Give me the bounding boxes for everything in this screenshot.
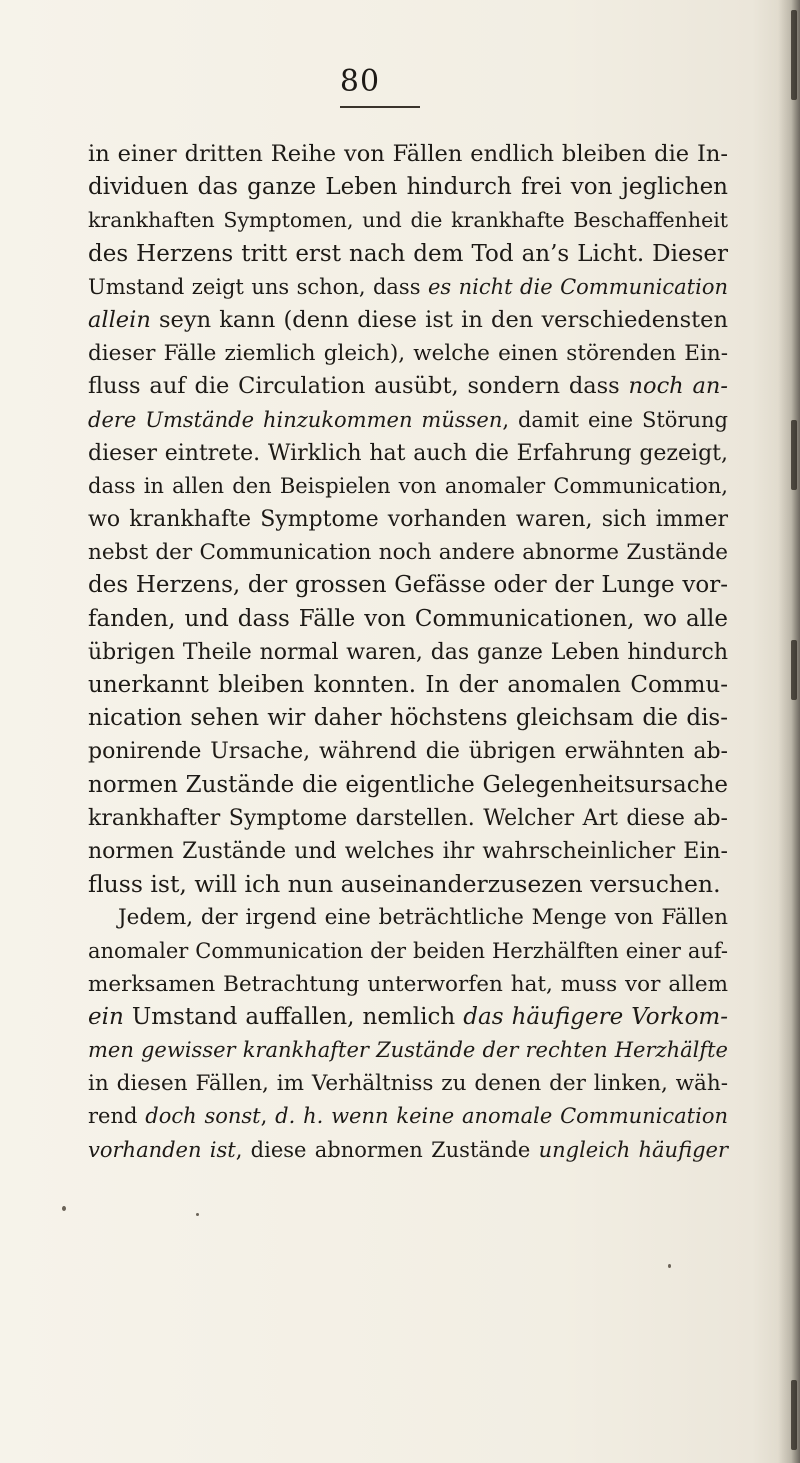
page-number-rule bbox=[340, 106, 420, 108]
text-line: vorhanden ist, diese abnormen Zustände ungleich häufiger bbox=[88, 1137, 728, 1162]
text-line: in einer dritten Reihe von Fällen endlich bleiben die In- bbox=[88, 141, 728, 167]
page-edge-mark bbox=[791, 1380, 797, 1450]
text-line: fluss ist, will ich nun auseinanderzusezen versuchen. bbox=[88, 870, 721, 899]
text-line: ein Umstand auffallen, nemlich das häufigere Vorkom- bbox=[88, 1003, 728, 1030]
emphasis: das häufigere Vorkom- bbox=[463, 1003, 728, 1030]
text-line: des Herzens, der grossen Gefässe oder der Lunge vor- bbox=[88, 572, 728, 599]
text-line: des Herzens tritt erst nach dem Tod an’s Licht. Dieser bbox=[88, 240, 728, 267]
text-line: ponirende Ursache, während die übrigen erwähnten ab- bbox=[88, 739, 728, 765]
paper-speck bbox=[196, 1213, 199, 1216]
text-line: dere Umstände hinzukommen müssen, damit eine Störung bbox=[88, 407, 728, 432]
text-line: Jedem, der irgend eine beträchtliche Menge von Fällen bbox=[118, 905, 728, 931]
page-number: 80 bbox=[339, 64, 381, 99]
emphasis: men gewisser krankhafter Zustände der rechten Herzhälfte bbox=[88, 1038, 728, 1063]
emphasis: ungleich häufiger bbox=[538, 1137, 728, 1162]
emphasis: allein bbox=[88, 306, 151, 333]
text-line: nication sehen wir daher höchstens gleichsam die dis- bbox=[88, 705, 728, 732]
text-line: normen Zustände die eigentliche Gelegenheitsursache bbox=[88, 771, 728, 798]
text-line: normen Zustände und welches ihr wahrscheinlicher Ein- bbox=[88, 838, 728, 864]
text-line: fanden, und dass Fälle von Communicationen, wo alle bbox=[88, 605, 728, 632]
text-line: nebst der Communication noch andere abnorme Zustände bbox=[88, 540, 728, 566]
text-line: merksamen Betrachtung unterworfen hat, muss vor allem bbox=[88, 971, 728, 997]
text-line: fluss auf die Circulation ausübt, sondern dass noch an- bbox=[88, 373, 728, 400]
text-line: dieser Fälle ziemlich gleich), welche einen störenden Ein- bbox=[88, 341, 728, 367]
emphasis: vorhanden ist bbox=[88, 1137, 236, 1162]
text-line: Umstand zeigt uns schon, dass es nicht die Communication bbox=[88, 274, 728, 299]
text-line: in diesen Fällen, im Verhältniss zu denen der linken, wäh- bbox=[88, 1071, 728, 1097]
emphasis: dere Umstände hinzukommen müssen bbox=[88, 407, 503, 432]
emphasis: noch an- bbox=[628, 373, 728, 400]
emphasis: d. h. wenn keine anomale Communication bbox=[275, 1104, 728, 1129]
page-edge-mark bbox=[791, 420, 797, 490]
text-line: übrigen Theile normal waren, das ganze Leben hindurch bbox=[88, 639, 728, 665]
text-line: dividuen das ganze Leben hindurch frei von jeglichen bbox=[88, 174, 728, 201]
text-line: dass in allen den Beispielen von anomaler Communication, bbox=[88, 473, 728, 498]
page-edge-mark bbox=[791, 10, 797, 100]
text-line: allein seyn kann (denn diese ist in den verschiedensten bbox=[88, 306, 728, 333]
text-line: anomaler Communication der beiden Herzhälften einer auf- bbox=[88, 938, 728, 963]
paper-speck bbox=[62, 1206, 66, 1211]
emphasis: doch sonst bbox=[145, 1104, 261, 1129]
emphasis: ein bbox=[88, 1003, 124, 1030]
text-line: wo krankhafte Symptome vorhanden waren, sich immer bbox=[88, 507, 728, 533]
page-edge-mark bbox=[791, 640, 797, 700]
page-edge-shadow bbox=[778, 0, 800, 1463]
body-text bbox=[88, 138, 728, 1167]
emphasis: es nicht die Communication bbox=[427, 274, 728, 299]
text-line: krankhafter Symptome darstellen. Welcher Art diese ab- bbox=[88, 805, 728, 831]
text-line: rend doch sonst, d. h. wenn keine anomale Communication bbox=[88, 1104, 728, 1129]
text-line: krankhaften Symptomen, und die krankhafte Beschaffenheit bbox=[88, 208, 728, 233]
text-line bbox=[88, 1034, 728, 1067]
paper-speck bbox=[668, 1264, 671, 1268]
text-line: unerkannt bleiben konnten. In der anomalen Commu- bbox=[88, 672, 728, 698]
text-line: dieser eintrete. Wirklich hat auch die Erfahrung gezeigt, bbox=[88, 440, 728, 466]
